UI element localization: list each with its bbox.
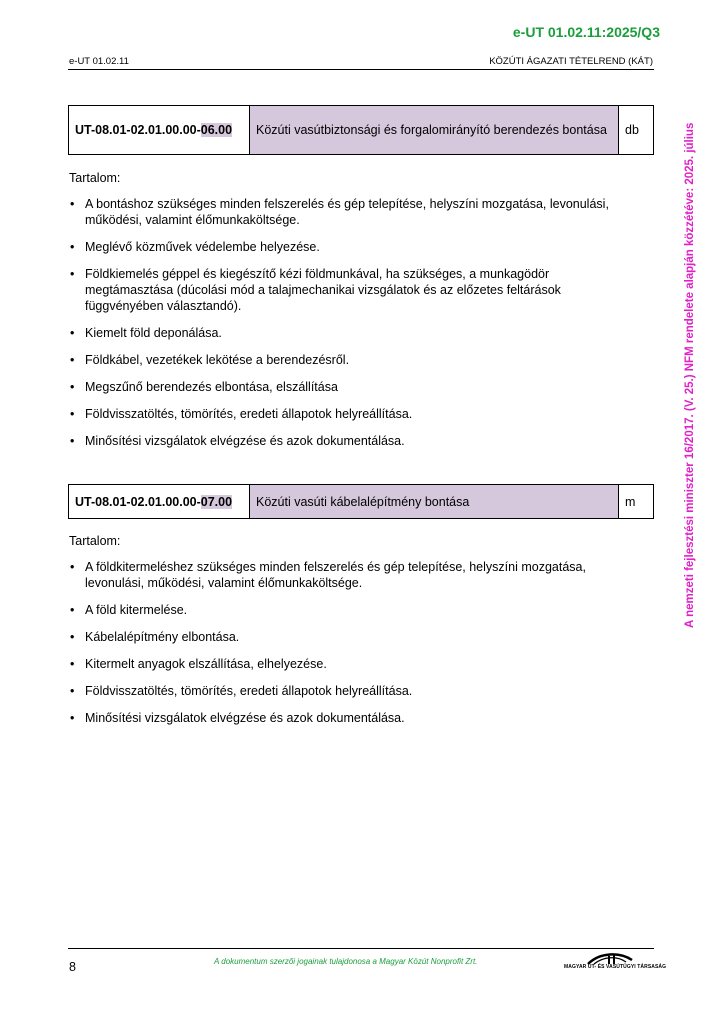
company-logo <box>564 950 667 974</box>
content-label: Tartalom: <box>69 171 121 185</box>
header-divider <box>68 69 654 70</box>
publication-side-note: A nemzeti fejlesztési miniszter 16/2017. (V. 25.) NFM rendelete alapján közzétéve: 2025. július <box>684 122 696 628</box>
item-table-2 <box>68 484 654 519</box>
item-code-main: UT-08.01-02.01.00.00- <box>75 494 201 509</box>
list-item: • A földkitermeléshez szükséges minden felszerelés és gép telepítése, helyszíni mozgatása, levonulási, működési, valamint élőmunkaköltsége. <box>69 559 609 591</box>
content-list-1 <box>69 196 609 460</box>
logo-text: MAGYAR ÚT- ÉS VASÚTÜGYI TÁRSASÁG <box>564 964 667 970</box>
list-item: • Kitermelt anyagok elszállítása, elhelyezése. <box>69 656 609 672</box>
list-item: • Kiemelt föld deponálása. <box>69 325 609 341</box>
item-code-suffix: 07.00 <box>200 494 233 509</box>
header-right-title: KÖZÚTI ÁGAZATI TÉTELREND (KÁT) <box>489 56 653 67</box>
list-item: • Kábelalépítmény elbontása. <box>69 629 609 645</box>
item-unit: db <box>619 106 654 155</box>
item-title: Közúti vasúti kábelalépítmény bontása <box>250 485 619 519</box>
content-list-2 <box>69 559 609 737</box>
content-label: Tartalom: <box>69 534 121 548</box>
header-left-code: e-UT 01.02.11 <box>69 56 129 67</box>
list-item: • Meglévő közművek védelembe helyezése. <box>69 239 609 255</box>
item-unit: m <box>619 485 654 519</box>
item-title: Közúti vasútbiztonsági és forgalomirányító berendezés bontása <box>250 106 619 155</box>
item-code <box>69 106 250 155</box>
list-item: • A föld kitermelése. <box>69 602 609 618</box>
list-item: • Földkábel, vezetékek lekötése a berendezésről. <box>69 352 609 368</box>
item-table-1 <box>68 105 654 155</box>
copyright-notice: A dokumentum szerzői jogainak tulajdonosa a Magyar Közút Nonprofit Zrt. <box>214 957 478 966</box>
list-item: • Megszűnő berendezés elbontása, elszállítása <box>69 379 609 395</box>
document-code: e-UT 01.02.11:2025/Q3 <box>512 24 660 40</box>
page-number: 8 <box>69 960 76 974</box>
footer-divider <box>68 948 654 949</box>
item-code-main: UT-08.01-02.01.00.00- <box>75 123 201 137</box>
item-code-suffix: 06.00 <box>200 123 233 137</box>
list-item: • Minősítési vizsgálatok elvégzése és azok dokumentálása. <box>69 433 609 449</box>
list-item: • Földvisszatöltés, tömörítés, eredeti állapotok helyreállítása. <box>69 406 609 422</box>
item-code <box>69 485 250 519</box>
list-item: • A bontáshoz szükséges minden felszerelés és gép telepítése, helyszíni mozgatása, levonulási, működési, valamint élőmunkaköltsége. <box>69 196 609 228</box>
list-item: • Földvisszatöltés, tömörítés, eredeti állapotok helyreállítása. <box>69 683 609 699</box>
list-item: • Minősítési vizsgálatok elvégzése és azok dokumentálása. <box>69 710 609 726</box>
list-item: • Földkiemelés géppel és kiegészítő kézi földmunkával, ha szükséges, a munkagödör megtámasztása (dúcolási mód a talajmechanikai vizsgálatok és az előzetes feltárások függvényében választandó). <box>69 266 609 314</box>
